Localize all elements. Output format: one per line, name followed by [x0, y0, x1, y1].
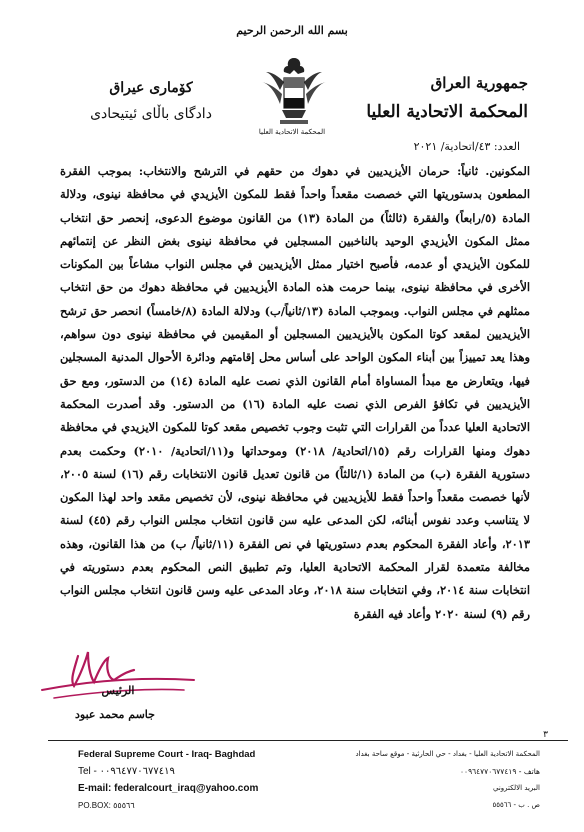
republic-title-ar: جمهورية العراق [430, 74, 528, 92]
document-number: العدد: ٤٣/اتحادية/ ٢٠٢١ [413, 140, 520, 153]
footer-divider [48, 740, 568, 741]
signature-title: الرئيس [101, 684, 135, 697]
header-right [328, 74, 528, 122]
signatory-name: جاسم محمد عبود [75, 708, 155, 721]
court-title-ku: دادگای باڵای ئیتیحادی [90, 106, 212, 122]
footer-pobox-ar: ص . ب - ٥٥٥٦٦ [492, 801, 540, 809]
republic-title-ku: كۆماری عیراق [109, 80, 193, 96]
header-left [76, 80, 226, 122]
footer-left [78, 746, 288, 814]
iraq-eagle-emblem [258, 52, 330, 140]
footer-email-label-ar: البريد الالكتروني [493, 784, 540, 792]
court-title-ar: المحكمة الاتحادية العليا [366, 102, 528, 122]
handwritten-signature [34, 646, 204, 706]
emblem-caption: المحكمة الاتحادية العليا [258, 128, 326, 136]
footer-pobox-en: PO.BOX: ٥٥٥٦٦ [78, 801, 135, 810]
footer-address-ar: المحكمة الاتحادية العليا - بغداد - حي الحارثية - موقع ساحة بغداد [355, 750, 540, 758]
footer-email-en[interactable]: E-mail: federalcourt_iraq@yahoo.com [78, 783, 259, 794]
page-number: ٣ [543, 730, 548, 740]
basmala: بسم الله الرحمن الرحيم [236, 24, 348, 37]
body-paragraph: المكونين. ثانياً: حرمان الأيزيديين في دهوك من حقهم في الترشح والانتخاب: بموجب الفقرة المطعون بدستوريتها التي خصصت مقعداً واحداً فقط للمكون الأيزيدي في محافظة نينوى، ودلالة المادة (٥/رابعاً) والفقرة (ثالثاً) من المادة (١٣) من القانون موضوع الدعوى، إنحصر حق انتخاب ممثل المكون الأيزيدي الوحيد بالناخبين المسجلين في محافظة نينوى بغض النظر عن إنتمائهم للمكون الأيزيدي أو عدمه، فأصبح اختيار ممثل الأيزيديين في مجلس النواب مشاعاً بين المكونات الأخرى في محافظة نينوى، بينما حرمت هذه المادة الأيزيديين في محافظة دهوك من حق انتخاب ممثلهم في مجلس النواب. وبموجب المادة (١٣/ثانياً/ب) ودلالة المادة (٨/خامساً) انحصر حق ترشح الأيزيديين لمقعد كوتا المكون بالأيزيديين المسجلين أو المقيمين في محافظة نينوى دون سواهم، وهذا يعد تمييزاً بين أبناء المكون الواحد على أساس محل إقامتهم ودائرة الأحوال المدنية المسجلين فيها، ويتعارض مع مبدأ المساواة أمام القانون الذي نصت عليه المادة (١٤) من الدستور، ومع حق الأيزيديين في تكافؤ الفرص الذي نصت عليه المادة (١٦) من الدستور. وقد أصدرت المحكمة الاتحادية العليا عدداً من القرارات التي تثبت وجوب تخصيص مقعد كوتا للمكون الايزيدي في محافظة دهوك ومنها القرارات رقم (١٥/اتحادية/ ٢٠١٨) وموحداتها و(١١/اتحادية/ ٢٠١٠) وحكمت بعدم دستورية الفقرة (ب) من المادة (١/ثالثاً) من قانون تعديل قانون الانتخابات رقم (١٦) لسنة ٢٠٠٥، لأنها خصصت مقعداً واحداً فقط للأيزيديين في محافظة نينوى، لأن تخصيص مقعد واحد لهذا المكون لا يتناسب وعدد نفوس أبنائه، لكن المدعى عليه سن قانون انتخاب مجلس النواب رقم (٤٥) لسنة ٢٠١٣، وأعاد الفقرة المحكوم بعدم دستوريتها في نص الفقرة (١١/ثانياً/ ب) من هذا القانون، وهذه مخالفة متعمدة لقرار المحكمة الاتحادية العليا، وتم تطبيق النص المحكوم بعدم دستوريته في انتخابات سنة ٢٠١٤، وفي انتخابات سنة ٢٠١٨، وعاد المدعى عليه وسن قانون انتخاب مجلس النواب رقم (٩) لسنة ٢٠٢٠ وأعاد فيه الفقرة [60, 164, 531, 621]
footer-phone-ar: هاتف - ٠٠٩٦٤٧٧٠٦٧٧٤١٩ [460, 767, 540, 776]
footer-right [290, 746, 540, 814]
footer-tel-en: Tel - ٠٠٩٦٤٧٧٠٦٧٧٤١٩ [78, 766, 175, 777]
footer-court-en: Federal Supreme Court - Iraq- Baghdad [78, 749, 256, 760]
